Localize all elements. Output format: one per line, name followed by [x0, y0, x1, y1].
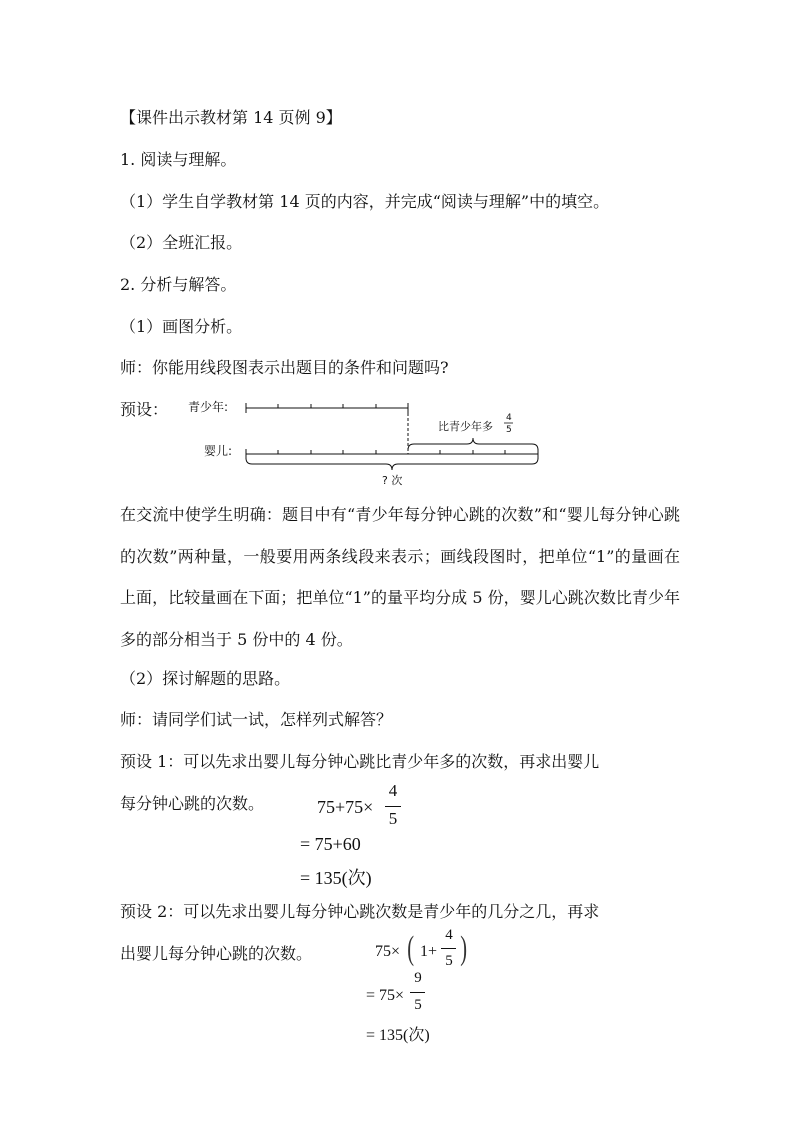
section-2-item-2: （2）探讨解题的思路。 [120, 669, 291, 688]
preset-2-num: 4 [445, 927, 453, 943]
preset-1-num: 4 [388, 781, 398, 800]
preset-2-line-1: 预设 2：可以先求出婴儿每分钟心跳次数是青少年的几分之几，再求 [120, 902, 600, 921]
preset-2-den: 5 [445, 953, 453, 969]
section-2-item-1: （1）画图分析。 [120, 317, 243, 336]
section-2-title: 2. 分析与解答。 [120, 275, 237, 294]
brace-frac-den: 5 [506, 425, 512, 435]
preset-2-step-3: = 135(次) [366, 1027, 430, 1044]
preset-2-inner: 1+ [420, 943, 438, 960]
preset-2-line-2: 出婴儿每分钟心跳的次数。 [120, 944, 313, 963]
baby-segment [246, 449, 538, 459]
teen-label: 青少年: [188, 400, 229, 414]
teacher-question-1: 师：你能用线段图表示出题目的条件和问题吗? [120, 358, 449, 377]
section-1-item-2: （2）全班汇报。 [120, 233, 243, 252]
section-1-item-1: （1）学生自学教材第 14 页的内容，并完成“阅读与理解”中的填空。 [120, 192, 610, 211]
preset-2-frac-bar [441, 948, 456, 949]
preset-2-close-paren: ) [460, 930, 468, 967]
preset-1-line-2: 每分钟心跳的次数。 [120, 794, 265, 813]
preset-1-frac-bar [385, 806, 401, 807]
preset-2-step-2: = 75× [366, 987, 405, 1004]
teacher-question-2: 师：请同学们试一试，怎样列式解答？ [120, 710, 393, 729]
preset-1-line-1: 预设 1：可以先求出婴儿每分钟心跳比青少年多的次数，再求出婴儿 [120, 752, 600, 771]
preset-2-expr: 75× [375, 943, 401, 960]
line-segment-diagram [180, 394, 550, 490]
header: 【课件出示教材第 14 页例 9】 [120, 108, 342, 127]
preset-2-step-2-den: 5 [414, 997, 422, 1013]
preset-1-den: 5 [388, 809, 398, 828]
preset-2-step-2-frac-bar [410, 992, 425, 993]
preset-1-step-2: = 75+60 [300, 834, 361, 854]
upper-brace [408, 438, 538, 450]
preset-label: 预设： [120, 400, 169, 419]
question-label: ? 次 [382, 474, 403, 487]
preset-2-open-paren: ( [407, 930, 415, 967]
baby-label: 婴儿: [204, 444, 233, 458]
brace-label: 比青少年多 [438, 420, 493, 433]
brace-frac-num: 4 [506, 413, 512, 423]
preset-2-step-2-num: 9 [414, 970, 422, 986]
lower-brace [246, 458, 538, 470]
teen-segment [246, 403, 408, 413]
section-1-title: 1. 阅读与理解。 [120, 150, 237, 169]
preset-1-expr: 75+75× [317, 797, 374, 817]
explanation-paragraph: 在交流中使学生明确：题目中有“青少年每分钟心跳的次数”和“婴儿每分钟心跳的次数”两种量，一般要用两条线段来表示；画线段图时，把单位“1”的量画在上面，比较量画在下面；把单位“1”的量平均分成 5 份，婴儿心跳次数比青少年多的部分相当于 5 份中的 4 份。 [120, 505, 680, 649]
preset-1-step-3: = 135(次) [300, 868, 372, 888]
